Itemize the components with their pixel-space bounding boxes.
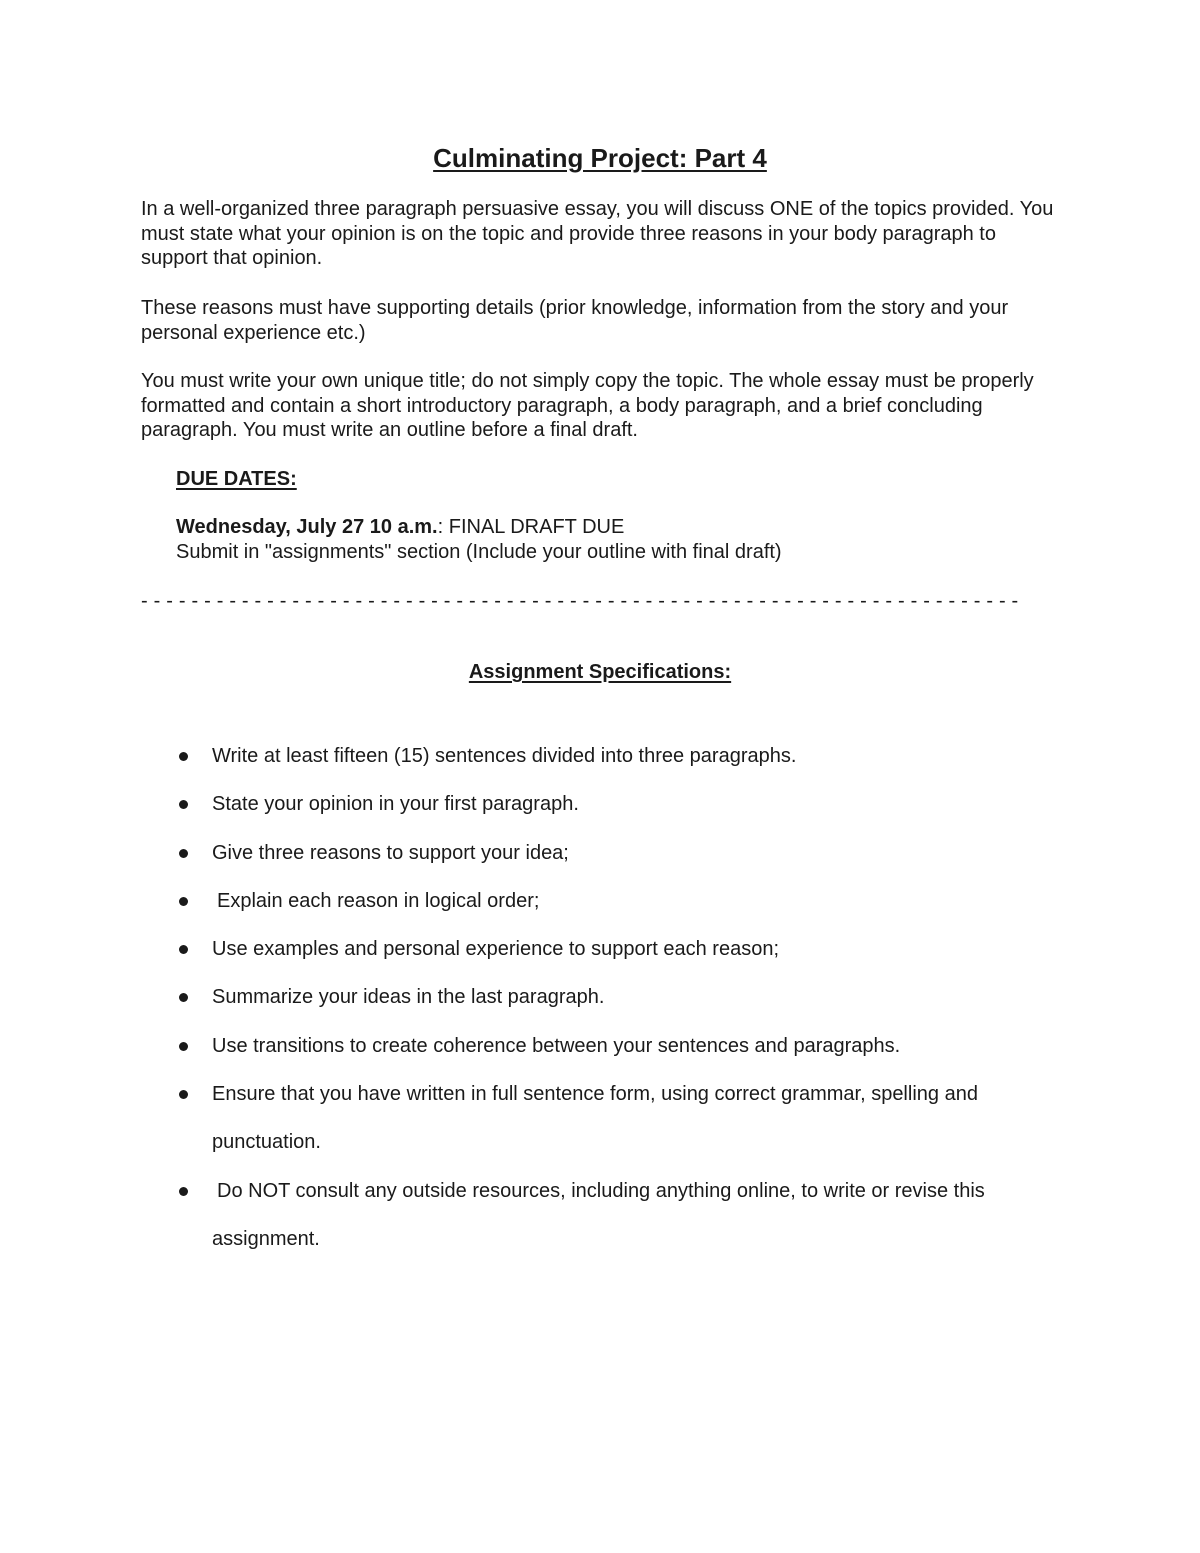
list-item	[0, 973, 1062, 1021]
submit-instruction: Submit in "assignments" section (Include your outline with final draft)	[176, 541, 782, 563]
intro-paragraph: In a well-organized three paragraph persuasive essay, you will discuss ONE of the topics provided. You must state what your opinion is on the topic and provide three reasons in your body paragraph to support that opinion.	[141, 198, 1054, 269]
list-item-text: Do NOT consult any outside resources, including anything online, to write or revise this assignment.	[212, 1179, 985, 1250]
list-item-text: Give three reasons to support your idea;	[212, 841, 569, 864]
specifications-list	[0, 732, 1200, 1263]
list-item	[0, 877, 1062, 925]
dashed-separator: - - - - - - - - - - - - - - - - - - - - - - - - - - - - - - - - - - - - - - - - - - - - - - - - - - - - - - - - - - - - - - - - - - - - - -	[141, 590, 1019, 612]
list-item-text: Use examples and personal experience to support each reason;	[212, 938, 780, 961]
bullet-icon	[179, 800, 188, 809]
list-item-text: Explain each reason in logical order;	[217, 889, 540, 912]
list-item-text: State your opinion in your first paragraph.	[212, 793, 579, 816]
list-item	[0, 925, 1062, 973]
bullet-icon	[179, 752, 188, 761]
due-date-description: : FINAL DRAFT DUE	[437, 516, 625, 538]
specifications-heading: Assignment Specifications:	[468, 661, 732, 683]
list-item	[0, 732, 1062, 780]
document-title: Culminating Project: Part 4	[433, 143, 767, 173]
list-item	[0, 829, 1062, 877]
bullet-icon	[179, 1090, 188, 1099]
bullet-icon	[179, 1187, 188, 1196]
list-item	[0, 1022, 1062, 1070]
bullet-icon	[179, 897, 188, 906]
details-paragraph: These reasons must have supporting details (prior knowledge, information from the story and your personal experience etc.)	[141, 297, 1009, 344]
due-date-line	[176, 515, 1076, 540]
list-item	[0, 1070, 1062, 1167]
list-item-text: Summarize your ideas in the last paragraph.	[212, 986, 605, 1009]
list-item-text: Ensure that you have written in full sentence form, using correct grammar, spelling and punctuation.	[212, 1083, 978, 1154]
list-item	[0, 780, 1062, 828]
bullet-icon	[179, 945, 188, 954]
bullet-icon	[179, 849, 188, 858]
list-item	[0, 1167, 1062, 1264]
list-item-text: Write at least fifteen (15) sentences divided into three paragraphs.	[212, 745, 797, 767]
due-dates-heading: DUE DATES:	[176, 468, 297, 490]
list-item-text: Use transitions to create coherence between your sentences and paragraphs.	[212, 1034, 901, 1057]
format-paragraph: You must write your own unique title; do not simply copy the topic. The whole essay must be properly formatted and contain a short introductory paragraph, a body paragraph, and a brief concluding paragraph. You must write an outline before a final draft.	[141, 370, 1034, 441]
bullet-icon	[179, 1042, 188, 1051]
due-date-label: Wednesday, July 27 10 a.m.	[176, 516, 438, 538]
bullet-icon	[179, 993, 188, 1002]
